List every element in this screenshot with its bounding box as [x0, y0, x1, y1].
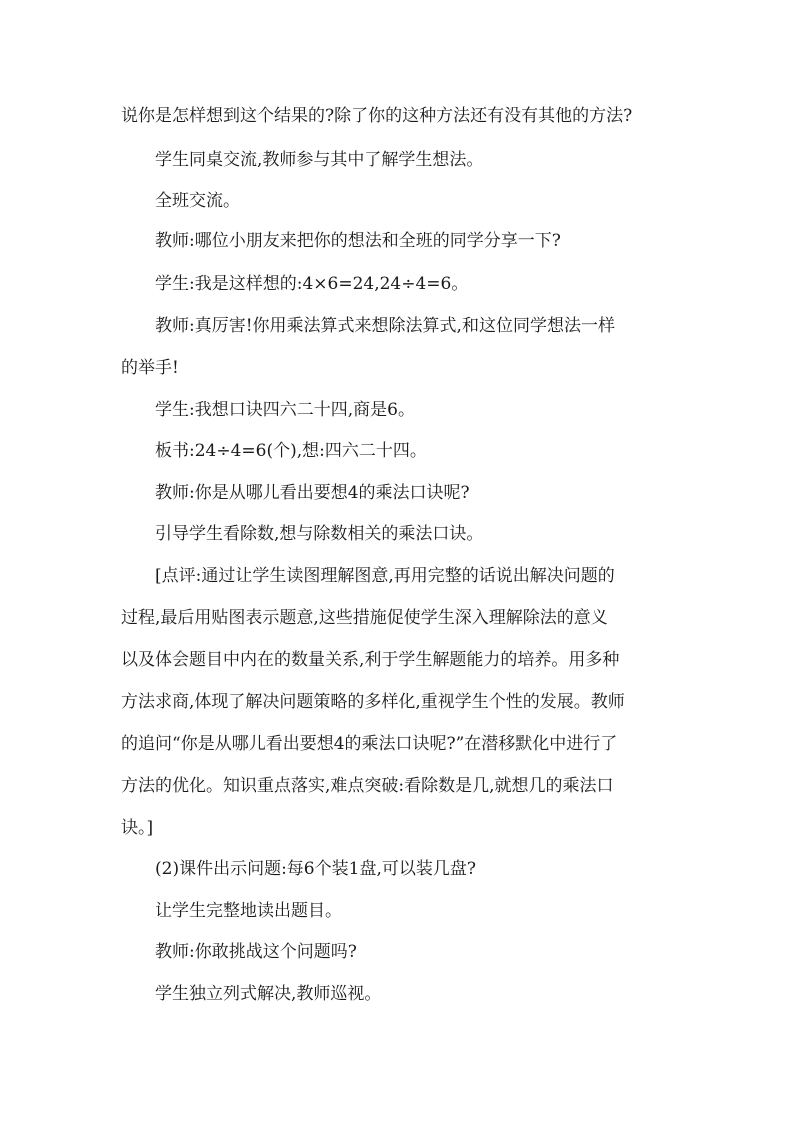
paragraph-line: 的追问“你是从哪儿看出要想4的乘法口诀呢?”在潜移默化中进行了 [121, 734, 618, 754]
paragraph-line: 全班交流。 [155, 191, 240, 211]
paragraph-line: 教师:你敢挑战这个问题吗? [155, 942, 357, 962]
paragraph-line: (2)课件出示问题:每6个装1盘,可以装几盘? [155, 859, 476, 879]
paragraph-line: 的举手! [121, 358, 179, 378]
paragraph-line: 方法的优化。知识重点落实,难点突破:看除数是几,就想几的乘法口 [121, 776, 614, 796]
paragraph-line: 学生:我想口诀四六二十四,商是6。 [155, 400, 415, 420]
paragraph-line: [点评:通过让学生读图理解图意,再用完整的话说出解决问题的 [155, 566, 615, 586]
paragraph-line: 教师:你是从哪儿看出要想4的乘法口诀呢? [155, 483, 470, 503]
paragraph-line: 诀。] [121, 818, 154, 838]
paragraph-line: 教师:哪位小朋友来把你的想法和全班的同学分享一下? [155, 231, 561, 251]
paragraph-line: 学生同桌交流,教师参与其中了解学生想法。 [155, 150, 484, 170]
paragraph-line: 让学生完整地读出题目。 [155, 901, 342, 921]
paragraph-line: 方法求商,体现了解决问题策略的多样化,重视学生个性的发展。教师 [121, 692, 625, 712]
paragraph-line: 板书:24÷4=6(个),想:四六二十四。 [155, 441, 427, 461]
paragraph-line: 学生:我是这样想的:4×6=24,24÷4=6。 [155, 274, 469, 294]
paragraph-line: 学生独立列式解决,教师巡视。 [155, 984, 382, 1004]
paragraph-line: 以及体会题目中内在的数量关系,利于学生解题能力的培养。用多种 [121, 650, 620, 670]
paragraph-line: 引导学生看除数,想与除数相关的乘法口诀。 [155, 524, 484, 544]
paragraph-line: 过程,最后用贴图表示题意,这些措施促使学生深入理解除法的意义 [121, 608, 608, 628]
paragraph-line: 说你是怎样想到这个结果的?除了你的这种方法还有没有其他的方法? [121, 106, 633, 126]
paragraph-line: 教师:真厉害!你用乘法算式来想除法算式,和这位同学想法一样 [155, 316, 615, 336]
